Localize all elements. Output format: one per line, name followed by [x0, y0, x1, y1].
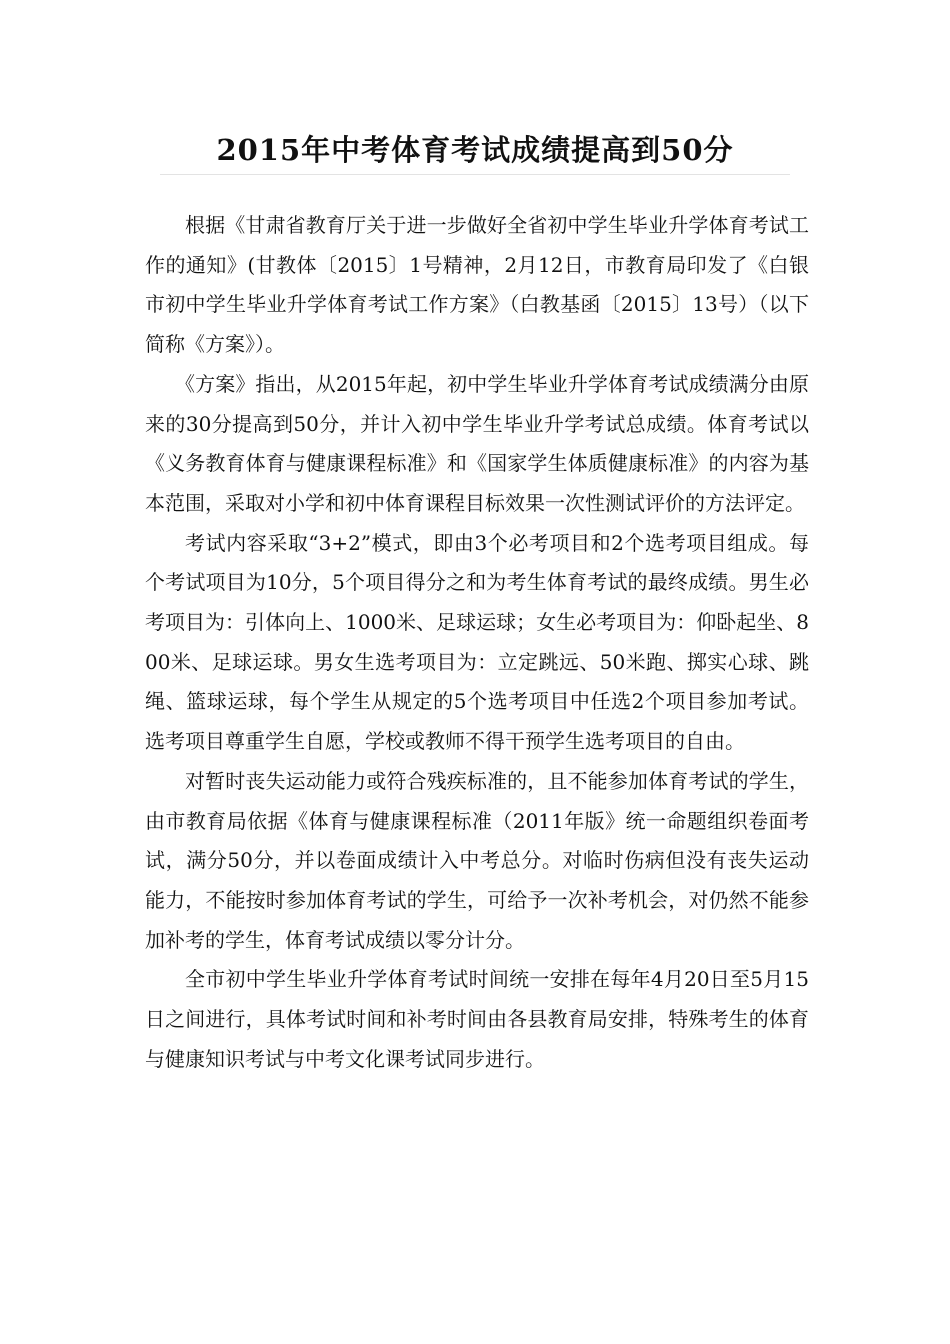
document-body	[145, 206, 809, 1079]
paragraph-4: 对暂时丧失运动能力或符合残疾标准的，且不能参加体育考试的学生，由市教育局依据《体育与健康课程标准（2011年版》统一命题组织卷面考试，满分50分，并以卷面成绩计入中考总分。对临时伤病但没有丧失运动能力，不能按时参加体育考试的学生，可给予一次补考机会，对仍然不能参加补考的学生，体育考试成绩以零分计分。	[145, 768, 809, 952]
paragraph-5: 全市初中学生毕业升学体育考试时间统一安排在每年4月20日至5月15日之间进行，具体考试时间和补考时间由各县教育局安排，特殊考生的体育与健康知识考试与中考文化课考试同步进行。	[145, 967, 809, 1071]
paragraph-2: 《方案》指出，从2015年起，初中学生毕业升学体育考试成绩满分由原来的30分提高到50分，并计入初中学生毕业升学考试总成绩。体育考试以《义务教育体育与健康课程标准》和《国家学生体质健康标准》的内容为基本范围，采取对小学和初中体育课程目标效果一次性测试评价的方法评定。	[145, 371, 809, 515]
paragraph-3: 考试内容采取“3+2”模式，即由3个必考项目和2个选考项目组成。每个考试项目为10分，5个项目得分之和为考生体育考试的最终成绩。男生必考项目为：引体向上、1000米、足球运球；女生必考项目为：仰卧起坐、800米、足球运球。男女生选考项目为：立定跳远、50米跑、掷实心球、跳绳、篮球运球，每个学生从规定的5个选考项目中任选2个项目参加考试。选考项目尊重学生自愿，学校或教师不得干预学生选考项目的自由。	[145, 530, 809, 754]
document-title: 2015年中考体育考试成绩提高到50分	[216, 133, 734, 167]
title-divider	[160, 174, 790, 175]
paragraph-1: 根据《甘肃省教育厅关于进一步做好全省初中学生毕业升学体育考试工作的通知》(甘教体〔2015〕1号精神，2月12日，市教育局印发了《白银市初中学生毕业升学体育考试工作方案》（白教基函〔2015〕13号）（以下简称《方案》）。	[145, 213, 809, 357]
